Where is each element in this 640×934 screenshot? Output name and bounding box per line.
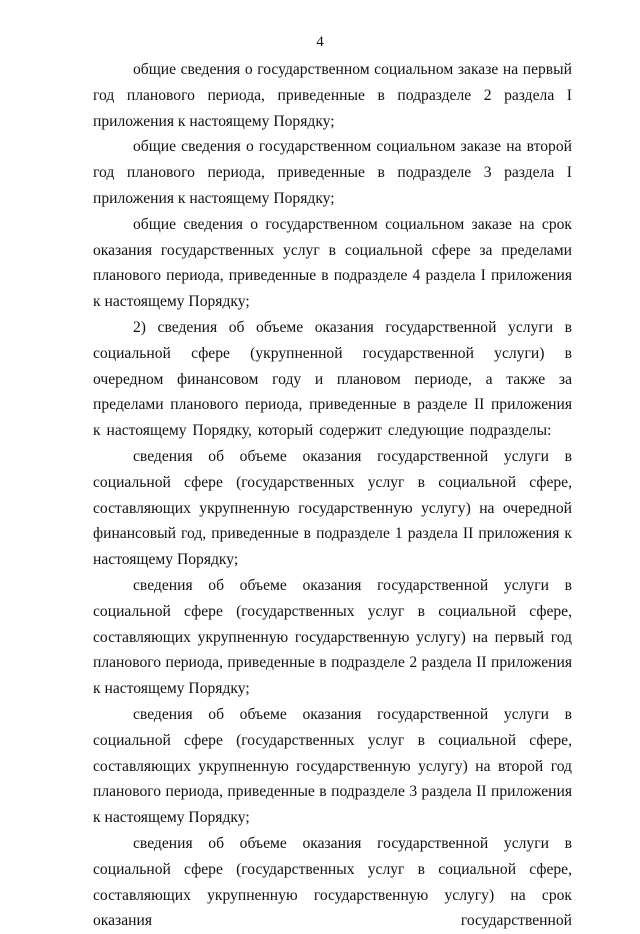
paragraph-volume-beyond-period: сведения об объеме оказания государственной услуги в социальной сфере (государственных услуг в социальной сфере, составляющих укрупненную государственную услугу) на срок оказания государственной [93,834,572,930]
paragraph-general-info-second-year: общие сведения о государственном социальном заказе на второй год планового периода, приведенные в подразделе 3 раздела I приложения к настоящему Порядку; [93,138,572,207]
document-body [93,57,572,934]
paragraph-general-info-first-year: общие сведения о государственном социальном заказе на первый год планового периода, приведенные в подразделе 2 раздела I приложения к настоящему Порядку; [93,61,572,130]
paragraph-volume-second-year: сведения об объеме оказания государственной услуги в социальной сфере (государственных услуг в социальной сфере, составляющих укрупненную государственную услугу) на второй год планового периода, приведенные в подразделе 3 раздела II приложения к настоящему Порядку; [93,705,572,827]
paragraph-volume-first-year: сведения об объеме оказания государственной услуги в социальной сфере (государственных услуг в социальной сфере, составляющих укрупненную государственную услугу) на первый год планового периода, приведенные в подразделе 2 раздела II приложения к настоящему Порядку; [93,576,572,698]
paragraph-item-2-volume-info: 2) сведения об объеме оказания государственной услуги в социальной сфере (укрупненной государственной услуги) в очередном финансовом году и плановом периоде, а также за пределами планового периода, приведенные в разделе II приложения к настоящему Порядку, который содержит следующие подразделы: [93,318,572,440]
paragraph-volume-current-year: сведения об объеме оказания государственной услуги в социальной сфере (государственных услуг в социальной сфере, составляющих укрупненную государственную услугу) на очередной финансовый год, приведенные в подразделе 1 раздела II приложения к настоящему Порядку; [93,447,572,569]
page-number: 4 [316,34,324,50]
paragraph-general-info-beyond-period: общие сведения о государственном социальном заказе на срок оказания государственных услуг в социальной сфере за пределами планового периода, приведенные в подразделе 4 раздела I приложения к настоящему Порядку; [93,215,572,311]
